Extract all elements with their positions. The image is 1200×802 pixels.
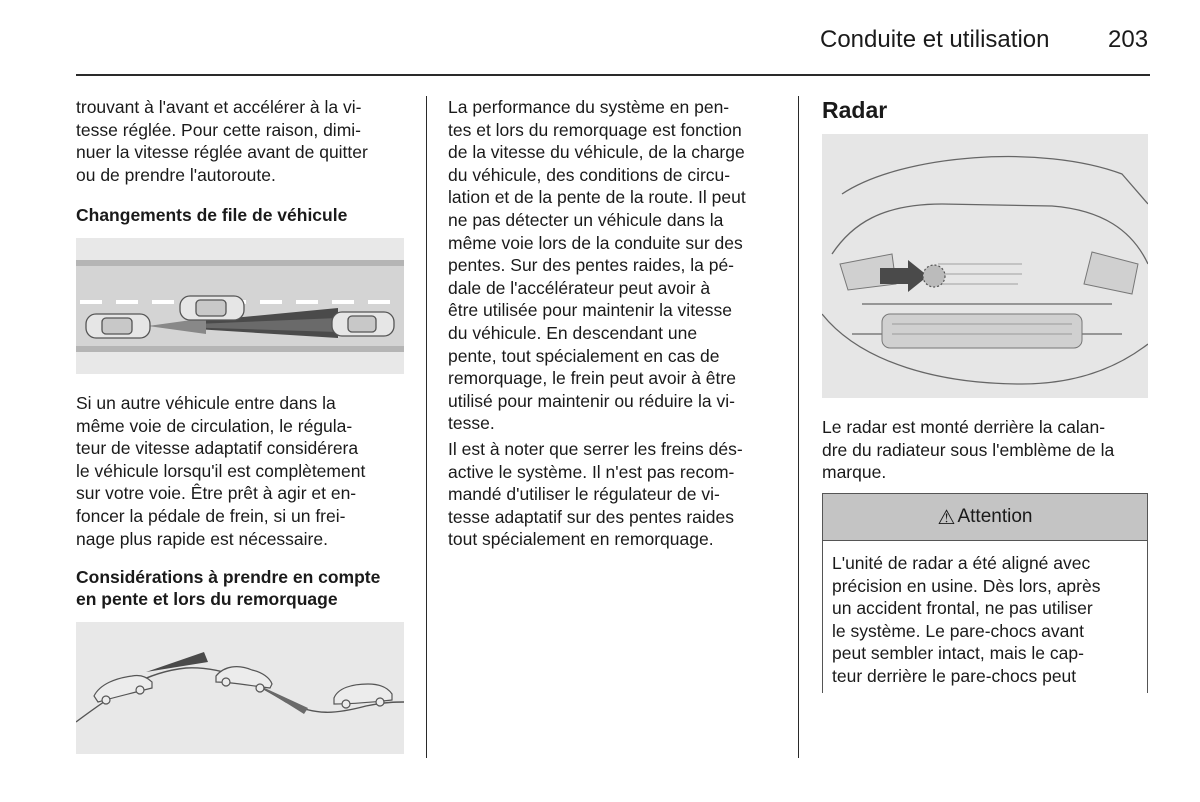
col2-paragraph-1: La performance du système en pen- tes et lors du remorquage est fonction de la vitesse du véhicule, de la charge du véhicule, des conditions de circu- lation et de la pente de la route. Il peut ne pas détecter un véhicule dans la même voie lors de la conduite sur des pentes. Sur des pentes raides, la pé- dale de l'accélérateur peut avoir à être utilisée pour maintenir la vitesse du véhicule. En descendant une pente, tout spécialement en cas de remorquage, le frein peut avoir à être utilisé pour maintenir ou réduire la vi- tesse. [448,97,746,434]
col1-paragraph-1: trouvant à l'avant et accélérer à la vi- tesse réglée. Pour cette raison, dimi- nuer la vitesse réglée avant de quitter ou de prendre l'autoroute. [76,97,368,185]
warning-title: Attention [957,506,1033,527]
col2-paragraph-2: Il est à noter que serrer les freins dés- active le système. Il n'est pas recom- mandé d'utiliser le régulateur de vi- tesse adaptatif sur des pentes raides tout spécialement en remorquage. [448,439,743,550]
heading-slopes-towing: Considérations à prendre en compte en pente et lors du remorquage [76,567,381,609]
warning-triangle-icon: ⚠ [937,506,956,529]
radar-location-illustration [822,134,1148,398]
warning-box-border-left [822,541,823,693]
column-divider-right [798,96,799,758]
running-header-title: Conduite et utilisation [820,26,1050,53]
lane-change-illustration [76,238,404,374]
page-number: 203 [1108,26,1149,53]
slope-illustration [76,622,404,754]
warning-body: L'unité de radar a été aligné avec précision en usine. Dès lors, après un accident frontal, ne pas utiliser le système. Le pare-chocs avant peut sembler intact, mais le cap- teur derrière le pare-chocs peut [832,553,1101,686]
header-rule [76,74,1150,76]
warning-box-border-right [1147,541,1148,693]
section-title-radar: Radar [822,97,888,123]
heading-lane-change: Changements de file de véhicule [76,205,348,225]
warning-box-header [822,493,1148,541]
col3-paragraph-1: Le radar est monté derrière la calan- dre du radiateur sous l'emblème de la marque. [822,417,1115,483]
column-divider-left [426,96,427,758]
col1-paragraph-2: Si un autre véhicule entre dans la même voie de circulation, le régula- teur de vitesse adaptatif considérera le véhicule lorsqu'il est complètement sur votre voie. Être prêt à agir et en- foncer la pédale de frein, si un frei- nage plus rapide est nécessaire. [76,393,366,549]
